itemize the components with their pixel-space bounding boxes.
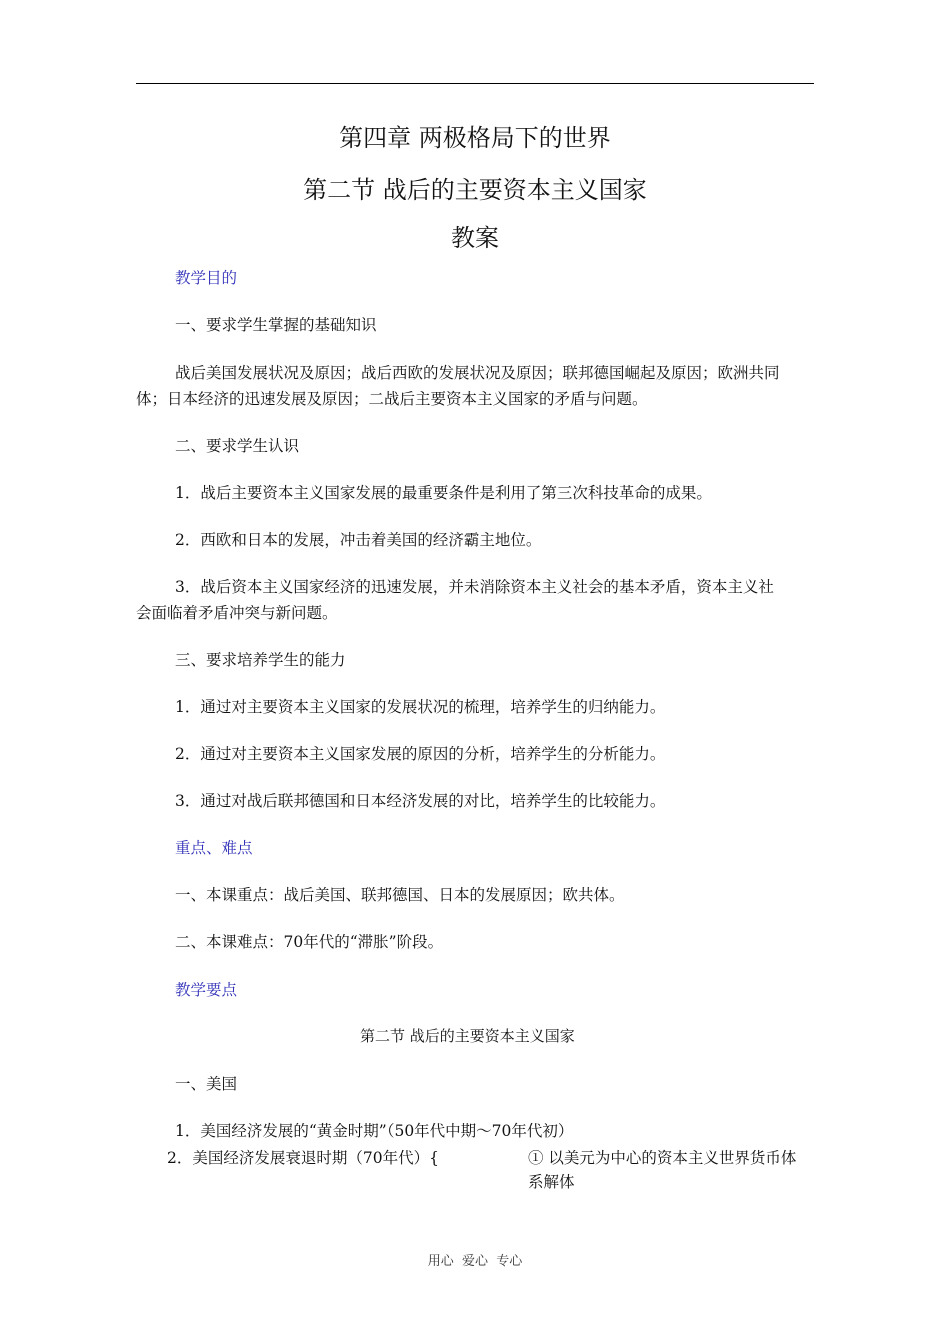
usa-heading: 一、美国 — [175, 1075, 238, 1093]
knowledge-text-line1: 战后美国发展状况及原因；战后西欧的发展状况及原因；联邦德国崛起及原因；欧洲共同 — [175, 364, 780, 382]
recognize-item-3-line1: 3．战后资本主义国家经济的迅速发展，并未消除资本主义社会的基本矛盾，资本主义社 — [175, 578, 774, 596]
ability-item-2: 2．通过对主要资本主义国家发展的原因的分析，培养学生的分析能力。 — [175, 745, 666, 763]
points-heading: 教学要点 — [175, 981, 238, 999]
recognize-heading: 二、要求学生认识 — [175, 437, 300, 455]
ability-item-3: 3．通过对战后联邦德国和日本经济发展的对比，培养学生的比较能力。 — [175, 792, 666, 810]
usa-item-2: 2．美国经济发展衰退时期（70年代）{ — [167, 1149, 439, 1167]
points-section-label: 第二节 战后的主要资本主义国家 — [360, 1027, 575, 1045]
knowledge-text-line2: 体；日本经济的迅速发展及原因；二战后主要资本主义国家的矛盾与问题。 — [136, 390, 648, 408]
recognize-item-1: 1．战后主要资本主义国家发展的最重要条件是利用了第三次科技革命的成果。 — [175, 484, 712, 502]
header-rule — [136, 83, 814, 84]
focus-key: 一、本课重点：战后美国、联邦德国、日本的发展原因；欧共体。 — [175, 886, 625, 904]
usa-item-2-note-line1: ① 以美元为中心的资本主义世界货币体 — [528, 1149, 797, 1167]
usa-item-1: 1．美国经济发展的“黄金时期”（50年代中期～70年代初） — [175, 1122, 574, 1140]
ability-item-1: 1．通过对主要资本主义国家的发展状况的梳理，培养学生的归纳能力。 — [175, 698, 666, 716]
page-footer: 用心 爱心 专心 — [427, 1254, 523, 1269]
section-title: 第二节 战后的主要资本主义国家 — [303, 176, 647, 204]
ability-heading: 三、要求培养学生的能力 — [175, 651, 346, 669]
chapter-title: 第四章 两极格局下的世界 — [339, 124, 611, 152]
usa-item-2-note-line2: 系解体 — [528, 1173, 575, 1191]
goals-heading: 教学目的 — [175, 269, 238, 287]
focus-heading: 重点、难点 — [175, 839, 253, 857]
focus-difficult: 二、本课难点：70年代的“滞胀”阶段。 — [175, 933, 444, 951]
knowledge-heading: 一、要求学生掌握的基础知识 — [175, 316, 377, 334]
doc-type-title: 教案 — [451, 224, 499, 252]
recognize-item-2: 2．西欧和日本的发展，冲击着美国的经济霸主地位。 — [175, 531, 542, 549]
recognize-item-3-line2: 会面临着矛盾冲突与新问题。 — [136, 604, 338, 622]
